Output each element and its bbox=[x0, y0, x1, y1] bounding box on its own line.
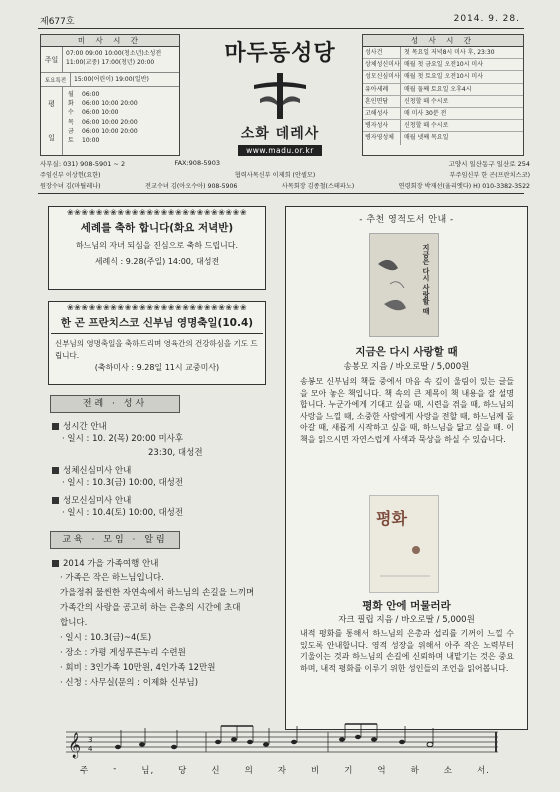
sacrament-times-table bbox=[362, 34, 524, 156]
mission-sister: 전교수녀 김(아오수아) 908-5906 bbox=[144, 183, 238, 190]
header-rule-bottom bbox=[38, 193, 524, 194]
cross-icon bbox=[250, 71, 310, 121]
mass-times-table bbox=[40, 34, 180, 156]
issue-number: 제677호 bbox=[40, 17, 75, 27]
feast-body: 신부님의 영명축일을 축하드리며 영육간의 건강하심을 기도 드립니다. (축하미사 : 9.28일 11시 교중미사) bbox=[55, 339, 258, 372]
list-item: 성모신심미사 안내 · 일시 : 10.4(토) 10:00, 대성전 bbox=[52, 494, 267, 520]
sacrament-row: 병자성사 신청할 때 수시로 bbox=[363, 120, 523, 132]
baptism-message: 하느님의 자녀 되심을 진심으로 축하 드립니다. bbox=[75, 241, 239, 250]
book-cover-title: 지금은 다시 사랑할 때 bbox=[422, 244, 430, 315]
issue-date: 2014. 9. 28. bbox=[453, 14, 520, 24]
vice-pastor: 부주임신부 한 곤(프란치스코) bbox=[449, 172, 530, 179]
weekday-row: 수 06:00 10:00 bbox=[68, 109, 119, 117]
church-name: 마두동성당 bbox=[224, 41, 336, 66]
weekday-row: 월 06:00 bbox=[68, 91, 100, 98]
sacrament-row: 혼인면담 신청할 때 수시로 bbox=[363, 96, 523, 108]
website-link[interactable]: www.madu.or.kr bbox=[238, 145, 322, 156]
mass-times-title: 미 사 시 간 bbox=[41, 35, 179, 47]
feast-notice bbox=[48, 301, 266, 385]
bullet-square-icon bbox=[52, 560, 59, 567]
contact-line bbox=[40, 159, 530, 168]
associate-priest: 협력사목신부 이제희 (안셀모) bbox=[234, 172, 316, 179]
saturday-row bbox=[41, 73, 179, 87]
sacrament-row: 상체성신미사 매월 첫 금요일 오전10시 미사 bbox=[363, 59, 523, 71]
federation-president: 연령회장 박재선(율리엣다) H) 010-3382-3522 bbox=[398, 183, 530, 190]
book-title: 평화 안에 머물러라 bbox=[362, 600, 451, 612]
treble-clef-icon: 𝄞 bbox=[68, 733, 82, 758]
feast-mass: (축하미사 : 9.28일 11시 교중미사) bbox=[94, 363, 220, 372]
staff-line bbox=[40, 181, 530, 190]
hymn-lyrics: 주 - 님, 당 신 의 자 비 기 억 하 소 서. bbox=[80, 764, 490, 776]
liturgy-section-tag: 전례 · 성사 bbox=[50, 395, 180, 413]
book-cover-title: 평화 bbox=[376, 509, 407, 528]
book-cover-image bbox=[369, 495, 439, 593]
book-recommendations bbox=[285, 206, 528, 730]
family-trip-notice: 2014 가을 가족여행 안내 · 가족은 작은 하느님입니다. 가을정취 물씬한 자연속에서 하느님의 손길을 느끼며 가족간의 사랑을 공고히 하는 은총의 시간에 초대 합니다. · 일시 : 10.3(금)~4(토) · 장소 : 가평 게성푸른누리 수련원 · 회비 : 3인가족 10만원, 4인가족 12만원 · 신청 : 사무실(문의 : 이제화 신부님) bbox=[52, 557, 272, 691]
church-logo-block bbox=[190, 36, 370, 156]
list-item: 성체신심미사 안내 · 일시 : 10.3(금) 10:00, 대성전 bbox=[52, 464, 267, 490]
weekday-row: 금 06:00 10:00 20:00 bbox=[68, 127, 138, 135]
sacrament-row: 유아세례 매월 둘째 토요일 오후4시 bbox=[363, 84, 523, 96]
clergy-line bbox=[40, 170, 530, 179]
sacrament-row: 성사건 첫 목요일 저녁8시 미사 후, 23:30 bbox=[363, 47, 523, 59]
address: 고양시 일산동구 일산로 254 bbox=[448, 160, 530, 168]
book-description: 송봉모 신부님의 책들 중에서 마음 속 깊이 울림이 있는 글들을 모아 놓은 책입니다. 책 속의 큰 제목이 책 내용을 잘 설명합니다. 누군가에게 기대고 싶을 때, 시련을 겪을 때, 하느님의 사랑을 느낄 때, 소중한 사람에게 사랑을 전할 때, 하느님께 돌아갈 때, 새롭게 시작하고 싶을 때, 하느님을 닮고 싶을 때. 이 책을 읽으시면 자연스럽게 사색과 묵상을 하실 수 있습니다. bbox=[300, 377, 514, 444]
education-section-tag: 교육 · 모임 · 알림 bbox=[50, 531, 180, 549]
sacrament-row: 고해성사 매 미사 30분 전 bbox=[363, 108, 523, 120]
sunday-label: 주일 bbox=[41, 47, 63, 72]
book-author: 송봉모 지음 / 바오로딸 / 5,000원 bbox=[343, 362, 470, 372]
weekday-times bbox=[63, 87, 179, 155]
book-title: 지금은 다시 사랑할 때 bbox=[355, 346, 458, 358]
weekday-row: 화 06:00 10:00 20:00 bbox=[68, 100, 138, 108]
weekday-label: 평 일 bbox=[41, 87, 63, 155]
flower-border: ❀❀❀❀❀❀❀❀❀❀❀❀❀❀❀❀❀❀❀❀❀❀❀❀❀ bbox=[66, 303, 248, 312]
council-president: 사목회장 김종철(스테파노) bbox=[281, 183, 355, 190]
header-rule bbox=[38, 28, 524, 29]
weekday-row: 목 06:00 10:00 20:00 bbox=[68, 118, 138, 126]
bullet-square-icon bbox=[52, 497, 59, 504]
pastor: 주임신부 이상헌(요한) bbox=[40, 172, 101, 179]
sacrament-row: 성모신심미사 매월 첫 토요일 오전10시 미사 bbox=[363, 71, 523, 83]
saturday-label: 토요특전 bbox=[41, 73, 71, 86]
book-cover-image bbox=[369, 233, 439, 337]
sunday-row bbox=[41, 47, 179, 73]
baptism-schedule: 세례식 : 9.28(주일) 14:00, 대성전 bbox=[94, 257, 220, 266]
flower-border: ❀❀❀❀❀❀❀❀❀❀❀❀❀❀❀❀❀❀❀❀❀❀❀❀❀ bbox=[66, 208, 248, 217]
saturday-times: 15:00(어린이) 19:00(일반) bbox=[74, 76, 149, 83]
list-item: 성시간 안내 · 일시 : 10. 2(목) 20:00 미사후 23:30, 대성전 bbox=[52, 420, 267, 460]
sacrament-row: 병자영성체 매월 넷째 목요일 bbox=[363, 132, 523, 144]
liturgy-list bbox=[52, 420, 267, 524]
book-description: 내적 평화를 통해서 하느님의 은총과 섭리를 기꺼이 느낄 수 있도록 안내합니다. 영적 성장을 위해서 아주 작은 노력부터 기울이는 것과 하느님의 손길에 신뢰하며 내맡기는 것은 중요하며, 내적 평화를 이루기 위한 성인들의 조언을 읽어봅니다. bbox=[300, 629, 514, 673]
weekday-rows bbox=[41, 87, 179, 155]
bullet-square-icon bbox=[52, 467, 59, 474]
baptism-notice bbox=[48, 206, 266, 290]
book-author: 자크 필립 지음 / 바오로딸 / 5,000원 bbox=[338, 615, 475, 625]
head-sister: 원장수녀 김(마틸레나) bbox=[40, 183, 101, 190]
baptism-title: 세례를 축하 합니다(화요 저녁반) bbox=[80, 222, 234, 234]
phone: 사무실: 031) 908-5901 ~ 2 bbox=[40, 160, 126, 168]
svg-text:4: 4 bbox=[88, 745, 93, 753]
fax: FAX:908-5903 bbox=[174, 159, 220, 167]
books-heading: - 추천 영적도서 안내 - bbox=[359, 215, 454, 225]
patron-saint: 소화 데레사 bbox=[240, 126, 320, 142]
feast-title: 한 곤 프란치스코 신부님 영명축일(10.4) bbox=[60, 317, 254, 329]
svg-text:3: 3 bbox=[88, 736, 93, 744]
weekday-row: 토 10:00 bbox=[68, 137, 100, 145]
sunday-times: 07:00 09:00 10:00(청소년)소성전 11:00(교중) 17:00(청년) 20:00 bbox=[66, 50, 162, 66]
bullet-square-icon bbox=[52, 423, 59, 430]
sacrament-times-title: 성 사 시 간 bbox=[363, 35, 523, 47]
